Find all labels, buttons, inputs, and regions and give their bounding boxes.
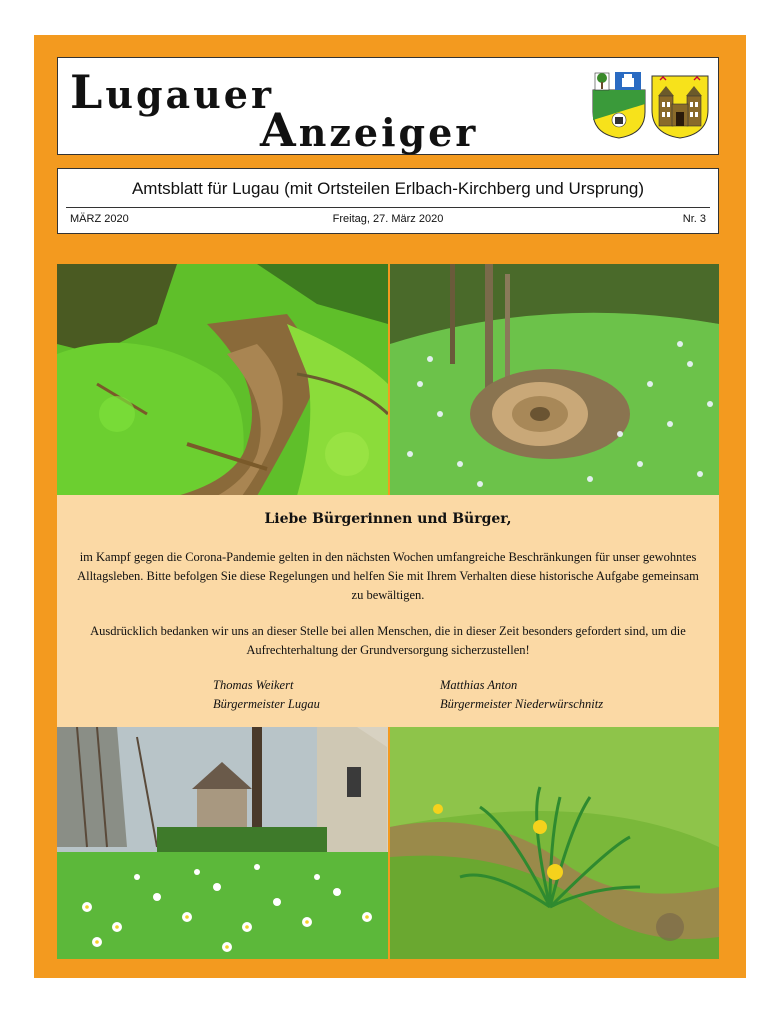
subtitle: Amtsblatt für Lugau (mit Ortsteilen Erlbach-Kirchberg und Ursprung) bbox=[131, 179, 645, 198]
issue-date: Freitag, 27. März 2020 bbox=[332, 213, 444, 225]
photo-tree-stump bbox=[390, 264, 719, 496]
photo-stream bbox=[57, 264, 388, 496]
issue-info-box bbox=[57, 168, 719, 234]
signature-name: Matthias Anton bbox=[440, 678, 518, 692]
letter-heading: Liebe Bürgerinnen und Bürger, bbox=[264, 511, 512, 527]
signature-name: Thomas Weikert bbox=[213, 678, 294, 692]
signature-anton bbox=[440, 676, 603, 714]
signature-role: Bürgermeister Niederwürschnitz bbox=[440, 697, 604, 711]
photo-daisies bbox=[57, 727, 388, 959]
divider bbox=[66, 207, 710, 208]
crest-niederwuerschnitz-icon bbox=[650, 74, 706, 144]
issue-month: MÄRZ 2020 bbox=[70, 213, 129, 225]
greeting-letter bbox=[57, 495, 719, 727]
letter-paragraph-1: im Kampf gegen die Corona-Pandemie gelten in den nächsten Wochen umfangreiche Beschränkungen für unser gewohntes Alltagsleben. Bitte befolgen Sie diese Regelungen und helfen Sie mit Ihrem Verhalten diese historische Aufgabe gemeinsam zu bewältigen. bbox=[77, 550, 699, 602]
masthead bbox=[57, 57, 719, 155]
issue-number: Nr. 3 bbox=[682, 213, 706, 225]
letter-paragraph-2: Ausdrücklich bedanken wir uns an dieser Stelle bei allen Menschen, die in dieser Zeit besonders gefordert sind, um die Aufrechterhaltung der Grundversorgung sicherzustellen! bbox=[90, 624, 686, 657]
masthead-title-line2: Anzeiger bbox=[260, 103, 479, 157]
signature-role: Bürgermeister Lugau bbox=[213, 697, 320, 711]
signature-weikert bbox=[213, 676, 320, 714]
photo-daffodil bbox=[390, 727, 719, 959]
crest-lugau-icon bbox=[591, 70, 647, 140]
masthead-title-line1: Lugauer bbox=[70, 65, 274, 119]
